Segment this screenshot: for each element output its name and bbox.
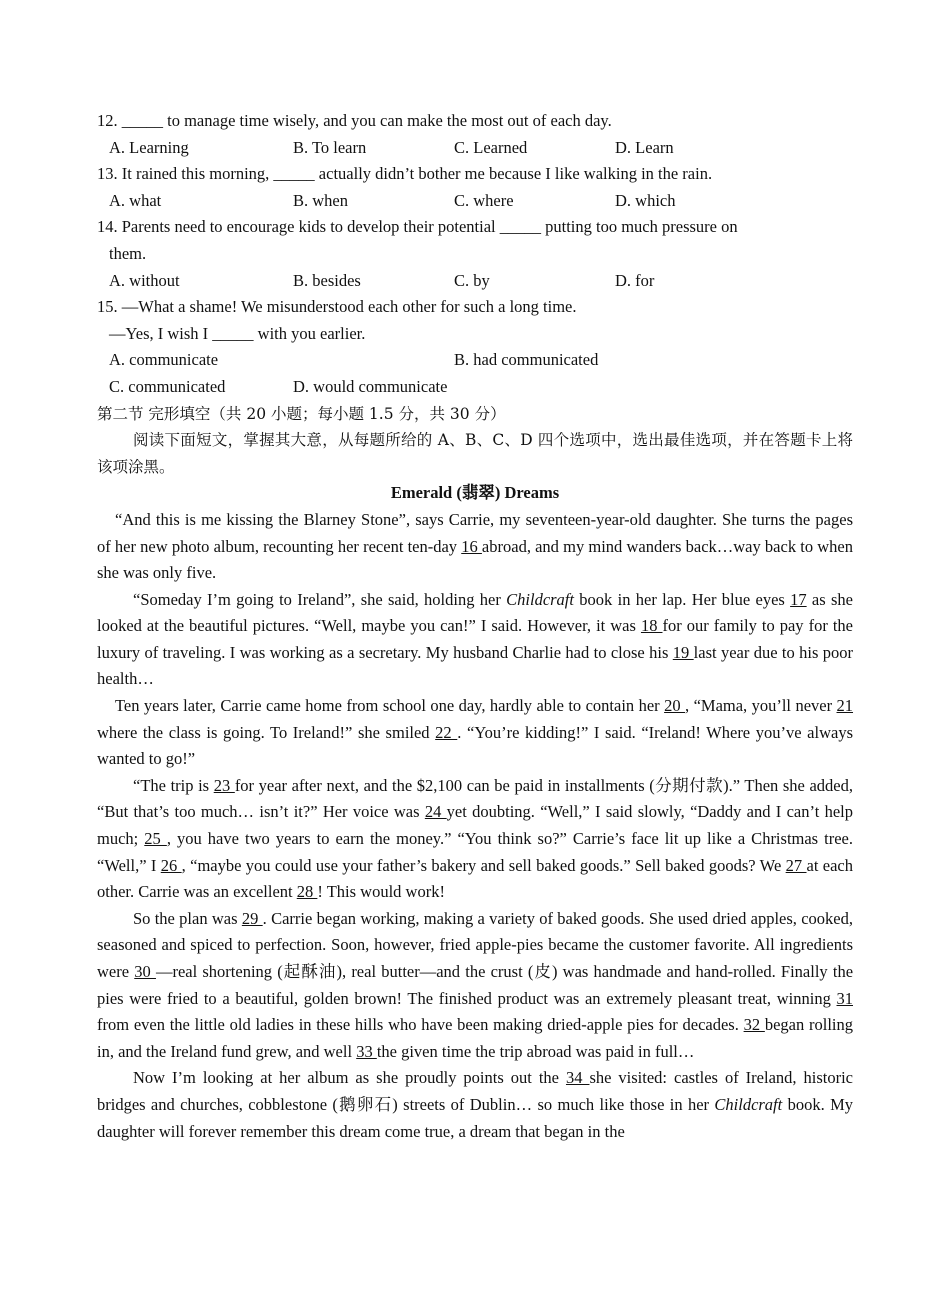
question-14-stem-continued: them.: [109, 243, 147, 263]
question-13-options: [97, 188, 853, 215]
option-b: B. To learn: [293, 137, 367, 157]
passage-paragraph-6: Now I’m looking at her album as she proudly points out the 34 she visited: castles of Ireland, historic bridges and churches, cobblestone (鹅卵石) streets of Dublin… so much like those in her Childcraft book. My daughter will forever remember this dream come true, a dream that began in the: [97, 1068, 853, 1141]
blank-32: 32: [743, 1015, 765, 1035]
question-13-stem: 13. It rained this morning, _____ actually didn’t bother me because I like walking in the rain.: [97, 164, 713, 184]
option-a: A. what: [109, 190, 162, 210]
option-c: C. by: [454, 270, 490, 290]
blank-18: 18: [640, 616, 663, 636]
passage-paragraph-1: “And this is me kissing the Blarney Stone”, says Carrie, my seventeen-year-old daughter. She turns the pages of her new photo album, recounting her recent ten-day 16 abroad, and my mind wanders back…way back to when she was only five.: [97, 509, 853, 583]
blank-31: 31: [836, 988, 853, 1008]
blank-23: 23: [213, 775, 235, 795]
blank-33: 33: [356, 1041, 377, 1061]
option-a: A. without: [109, 270, 180, 290]
book-title: Childcraft: [506, 589, 574, 609]
question-14-stem: 14. Parents need to encourage kids to develop their potential _____ putting too much pressure on: [97, 217, 738, 237]
option-d: D. Learn: [615, 137, 674, 157]
exam-page: [97, 108, 853, 1145]
blank-25: 25: [144, 829, 167, 849]
blank-29: 29: [241, 908, 263, 928]
section-instructions: 阅读下面短文，掌握其大意，从每题所给的 A、B、C、D 四个选项中，选出最佳选项，并在答题卡上将该项涂黑。: [97, 431, 853, 476]
blank-16: 16: [461, 536, 482, 556]
option-b: B. when: [293, 190, 348, 210]
option-b: B. had communicated: [454, 350, 599, 370]
blank-28: 28: [296, 882, 318, 902]
blank-21: 21: [836, 696, 854, 716]
option-d: D. which: [615, 190, 676, 210]
option-a: A. communicate: [109, 350, 219, 370]
option-d: D. would communicate: [293, 376, 448, 396]
passage-paragraph-5: So the plan was 29 . Carrie began working, making a variety of baked goods. She used dried apples, cooked, seasoned and spiced to perfection. Soon, however, fried apple-pies became the customer favorite. All ingredients were 30 —real shortening (起酥油), real butter—and the crust (皮) was handmade and hand-rolled. Finally the pies were fried to a beautiful, golden brown! The finished product was an extremely pleasant treat, winning 31 from even the little old ladies in these hills who have been making dried-apple pies for decades. 32 began rolling in, and the Ireland fund grew, and well 33 the given time the trip abroad was paid in full…: [97, 908, 854, 1061]
blank-26: 26: [160, 855, 182, 875]
question-14-options: [97, 268, 853, 295]
blank-20: 20: [664, 696, 686, 716]
passage-paragraph-3: Ten years later, Carrie came home from school one day, hardly able to contain her 20 , “Mama, you’ll never 21 where the class is going. To Ireland!” she smiled 22 . “You’re kidding!” I said. “Ireland! Where you’ve always wanted to go!”: [97, 696, 854, 769]
option-c: C. Learned: [454, 137, 528, 157]
question-12-stem: 12. _____ to manage time wisely, and you can make the most out of each day.: [97, 111, 612, 130]
blank-30: 30: [134, 962, 156, 981]
question-15-options-row2: [97, 374, 853, 401]
question-15-stem-continued: —Yes, I wish I _____ with you earlier.: [109, 323, 366, 343]
section-heading: 第二节 完形填空（共 20 小题；每小题 1.5 分，共 30 分）: [97, 404, 506, 423]
passage-paragraph-2: “Someday I’m going to Ireland”, she said, holding her Childcraft book in her lap. Her blue eyes 17 as she looked at the beautiful pictures. “Well, maybe you can!” I said. However, it was 18 for our family to pay for the luxury of traveling. I was working as a secretary. My husband Charlie had to close his 19 last year due to his poor health…: [97, 589, 854, 689]
blank-17: 17: [790, 589, 807, 609]
blank-24: 24: [424, 802, 447, 822]
question-15-stem: 15. —What a shame! We misunderstood each other for such a long time.: [97, 297, 577, 317]
passage-title: Emerald (翡翠) Dreams: [390, 483, 560, 503]
passage-paragraph-4: “The trip is 23 for year after next, and the $2,100 can be paid in installments (分期付款).” Then she added, “But that’s too much… isn’t it?” Her voice was 24 yet doubting. “Well,” I said slowly, “Daddy and I can’t help much; 25 , you have two years to earn the money.” “You think so?” Carrie’s face lit up like a Christmas tree. “Well,” I 26 , “maybe you could use your father’s bakery and sell baked goods.” Sell baked goods? We 27 at each other. Carrie was an excellent 28 ! This would work!: [97, 775, 854, 902]
question-15-options-row1: [97, 347, 853, 374]
book-title: Childcraft: [714, 1094, 783, 1114]
blank-19: 19: [672, 642, 694, 662]
blank-27: 27: [785, 855, 807, 875]
option-c: C. communicated: [109, 376, 226, 396]
blank-22: 22: [435, 722, 458, 742]
blank-34: 34: [565, 1068, 590, 1088]
option-b: B. besides: [293, 270, 361, 290]
option-d: D. for: [615, 270, 655, 290]
option-c: C. where: [454, 190, 514, 210]
question-12-options: [97, 135, 853, 162]
option-a: A. Learning: [109, 137, 189, 157]
